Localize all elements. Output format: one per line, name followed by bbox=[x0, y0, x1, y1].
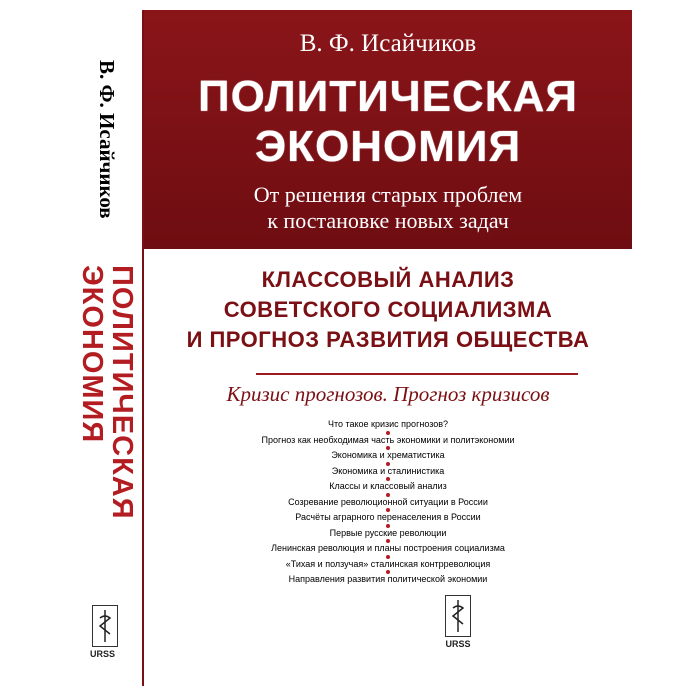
cover-subtitle-line-1: От решения старых проблем bbox=[253, 182, 523, 207]
contents-item: Первые русские революции bbox=[329, 527, 447, 538]
title-banner bbox=[144, 10, 632, 249]
spine-author: В. Ф. Исайчиков bbox=[95, 60, 119, 219]
cover-title bbox=[144, 72, 632, 172]
publisher-emblem-icon bbox=[445, 595, 471, 637]
spine-title bbox=[72, 265, 142, 615]
cover-title-line-1: ПОЛИТИЧЕСКАЯ bbox=[197, 72, 579, 121]
cover-heading-line-3: И ПРОГНОЗ РАЗВИТИЯ ОБЩЕСТВА bbox=[186, 327, 590, 352]
divider bbox=[256, 373, 578, 375]
contents-item: Классы и классовый анализ bbox=[329, 481, 447, 491]
cover-title-line-2: ЭКОНОМИЯ bbox=[254, 122, 522, 171]
cover-subtitle bbox=[144, 182, 632, 234]
cover-heading-line-1: КЛАССОВЫЙ АНАЛИЗ bbox=[261, 267, 515, 292]
cover-author: В. Ф. Исайчиков bbox=[299, 30, 477, 57]
spine-publisher-name: URSS bbox=[90, 649, 116, 659]
contents-item: Прогноз как необходимая часть экономики и политэкономии bbox=[261, 434, 515, 445]
cover-publisher-logo bbox=[440, 595, 476, 649]
cover-publisher-name: URSS bbox=[445, 639, 471, 649]
contents-item: «Тихая и ползучая» сталинская контрреволюция bbox=[285, 558, 491, 569]
cover-subtitle-line-2: к постановке новых задач bbox=[267, 208, 509, 233]
spine-title-line-1: ПОЛИТИЧЕСКАЯ bbox=[106, 265, 138, 520]
contents-item: Ленинская революция и планы построения социализма bbox=[271, 543, 505, 553]
cover-heading bbox=[144, 265, 632, 355]
book-cover bbox=[72, 10, 632, 686]
spine-publisher-logo bbox=[90, 605, 120, 659]
book-spine bbox=[72, 10, 144, 686]
contents-item: Экономика и хрематистика bbox=[331, 450, 445, 460]
spine-title-line-2: ЭКОНОМИЯ bbox=[76, 265, 108, 444]
contents-item: Созревание революционной ситуации в России bbox=[288, 496, 488, 507]
front-cover bbox=[144, 10, 632, 686]
cover-tagline: Кризис прогнозов. Прогноз кризисов bbox=[226, 382, 550, 406]
contents-item: Что такое кризис прогнозов? bbox=[327, 419, 449, 429]
contents-item: Расчёты аграрного перенаселения в России bbox=[295, 512, 481, 522]
publisher-emblem-icon bbox=[92, 605, 118, 647]
contents-item: Экономика и сталинистика bbox=[331, 465, 445, 476]
contents-list bbox=[144, 417, 632, 588]
cover-heading-line-2: СОВЕТСКОГО СОЦИАЛИЗМА bbox=[223, 297, 553, 322]
contents-item: Направления развития политической экономии bbox=[288, 574, 488, 584]
